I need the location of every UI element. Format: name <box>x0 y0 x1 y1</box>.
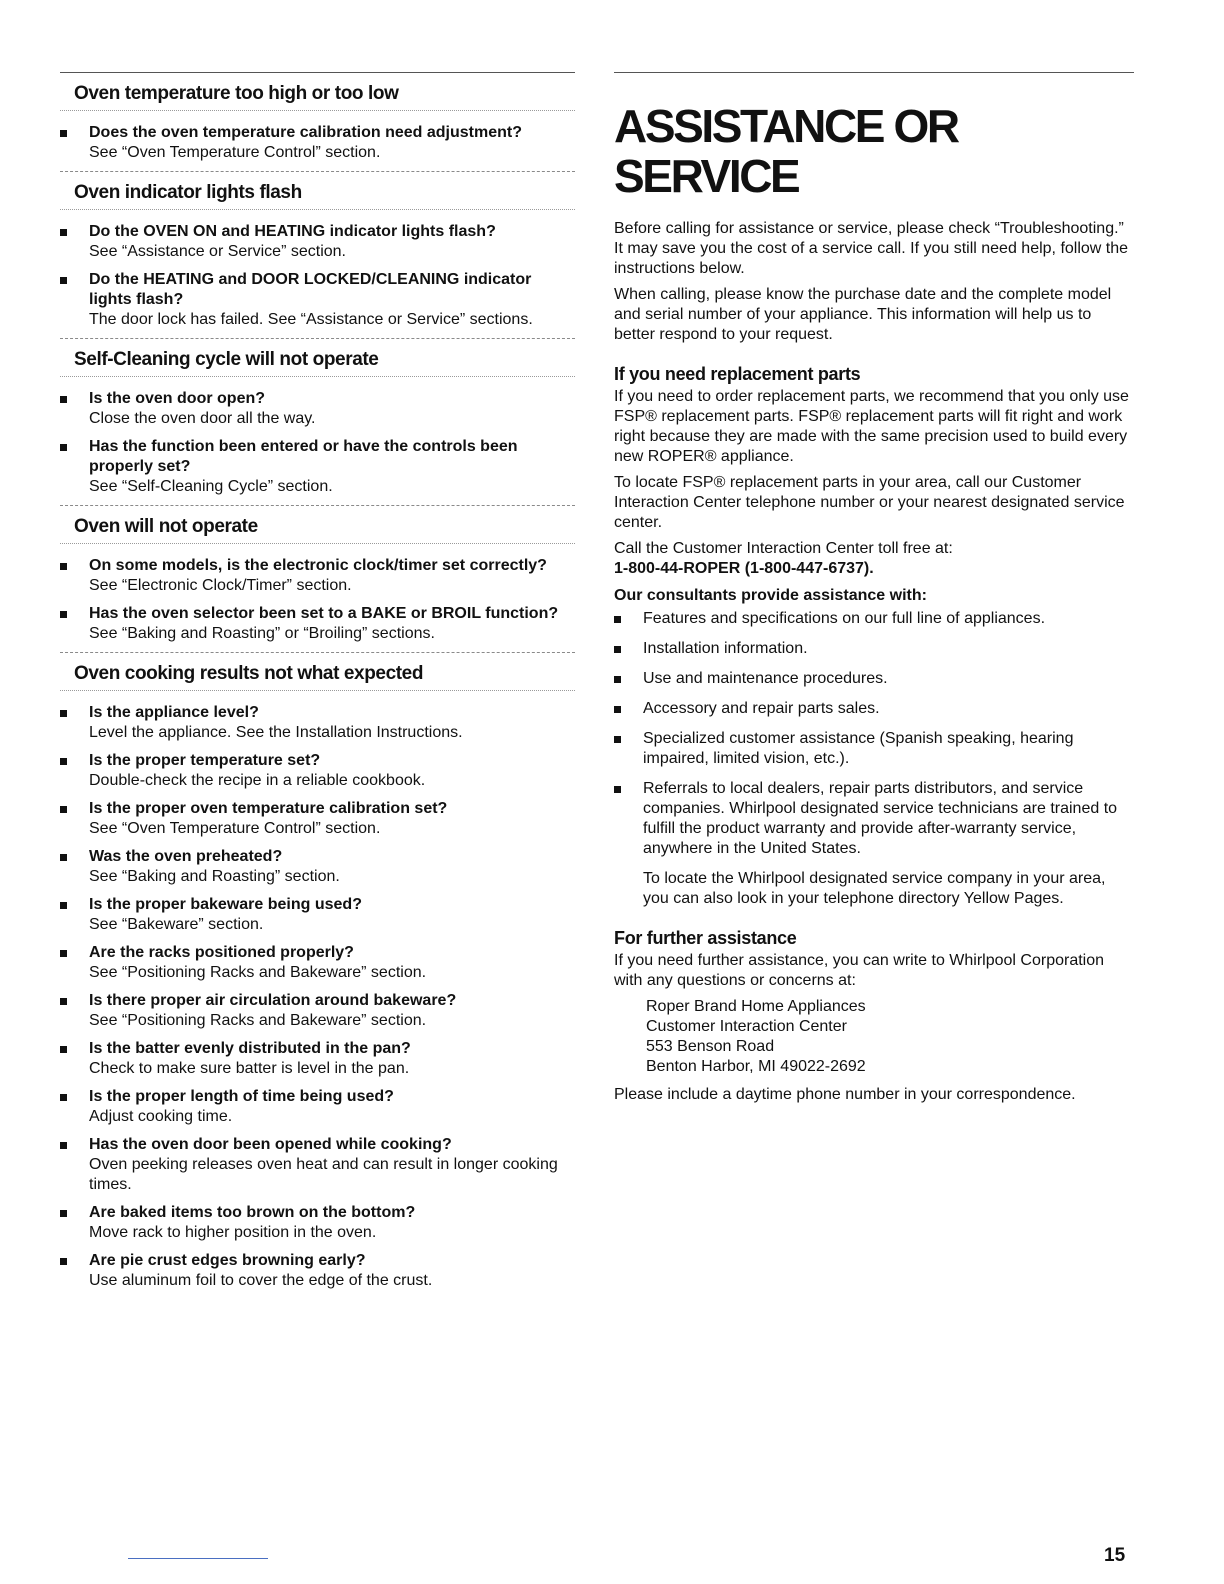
square-bullet-icon <box>60 710 67 717</box>
square-bullet-icon <box>60 950 67 957</box>
troubleshooting-column <box>60 72 575 1299</box>
footer-rule <box>128 1558 268 1559</box>
question: Is the batter evenly distributed in the pan? <box>89 1040 411 1057</box>
square-bullet-icon <box>60 758 67 765</box>
address-line: Roper Brand Home Appliances <box>646 998 866 1015</box>
list-item <box>614 779 1134 859</box>
square-bullet-icon <box>60 998 67 1005</box>
replacement-parts-paragraph: If you need to order replacement parts, we recommend that you only use FSP® replacement parts. FSP® replacement parts will fit right and work right because they are made with the same precision used to build every new ROPER® appliance. <box>614 388 1129 465</box>
list-item <box>60 1203 575 1243</box>
answer: See “Oven Temperature Control” section. <box>89 144 381 161</box>
question: Has the function been entered or have the controls been properly set? <box>89 438 518 475</box>
section-rule <box>60 72 575 73</box>
answer: See “Positioning Racks and Bakeware” section. <box>89 964 427 981</box>
square-bullet-icon <box>60 1142 67 1149</box>
section-rule <box>60 110 575 111</box>
answer: Check to make sure batter is level in the pan. <box>89 1060 410 1077</box>
assistance-column <box>614 72 1134 1111</box>
list-item <box>60 1135 575 1195</box>
page-number: 15 <box>1104 1545 1126 1566</box>
question: Are the racks positioned properly? <box>89 944 354 961</box>
answer: Level the appliance. See the Installation Instructions. <box>89 724 463 741</box>
address-line: Customer Interaction Center <box>646 1018 847 1035</box>
list-item-text: Installation information. <box>643 640 808 657</box>
list-item-text: Features and specifications on our full line of appliances. <box>643 610 1046 627</box>
answer: Move rack to higher position in the oven. <box>89 1224 377 1241</box>
question: Do the HEATING and DOOR LOCKED/CLEANING indicator lights flash? <box>89 271 532 308</box>
square-bullet-icon <box>60 1094 67 1101</box>
square-bullet-icon <box>60 806 67 813</box>
section-rule <box>60 376 575 377</box>
answer: Double-check the recipe in a reliable cookbook. <box>89 772 426 789</box>
section-rule <box>60 338 575 339</box>
question: Is the proper oven temperature calibration set? <box>89 800 448 817</box>
section-title: Oven temperature too high or too low <box>74 83 399 104</box>
question: Is the proper bakeware being used? <box>89 896 362 913</box>
question: Has the oven selector been set to a BAKE or BROIL function? <box>89 605 559 622</box>
address-line: Benton Harbor, MI 49022-2692 <box>646 1058 866 1075</box>
list-item <box>60 556 575 596</box>
section-oven-not-operate <box>60 505 575 644</box>
phone-number: 1-800-44-ROPER (1-800-447-6737). <box>614 560 874 577</box>
answer: See “Baking and Roasting” or “Broiling” sections. <box>89 625 435 642</box>
answer: See “Electronic Clock/Timer” section. <box>89 577 352 594</box>
further-assistance-heading: For further assistance <box>614 928 797 948</box>
answer: Use aluminum foil to cover the edge of the crust. <box>89 1272 433 1289</box>
list-item <box>60 943 575 983</box>
square-bullet-icon <box>60 229 67 236</box>
list-item <box>60 751 575 791</box>
answer: See “Bakeware” section. <box>89 916 264 933</box>
square-bullet-icon <box>60 563 67 570</box>
question: Was the oven preheated? <box>89 848 283 865</box>
call-text: Call the Customer Interaction Center toll free at: <box>614 540 953 557</box>
square-bullet-icon <box>614 616 621 623</box>
list-item <box>60 1039 575 1079</box>
list-item <box>60 799 575 839</box>
section-cooking-results <box>60 652 575 1291</box>
section-indicator-lights-flash <box>60 171 575 330</box>
square-bullet-icon <box>60 611 67 618</box>
square-bullet-icon <box>60 1046 67 1053</box>
list-item <box>60 991 575 1031</box>
section-title: Oven indicator lights flash <box>74 182 302 203</box>
answer: The door lock has failed. See “Assistance or Service” sections. <box>89 311 533 328</box>
section-rule <box>60 505 575 506</box>
replacement-parts-paragraph: To locate FSP® replacement parts in your area, call our Customer Interaction Center telephone number or your nearest designated service center. <box>614 474 1125 531</box>
answer: See “Self-Cleaning Cycle” section. <box>89 478 333 495</box>
mailing-address <box>614 997 1134 1077</box>
replacement-parts-heading: If you need replacement parts <box>614 364 861 384</box>
list-item-text: Referrals to local dealers, repair parts distributors, and service companies. Whirlpool designated service technicians are trained to fulfill the product warranty and provide after-warranty service, anywhere in the United States. <box>643 780 1118 857</box>
section-temp-too-high-low <box>60 72 575 163</box>
list-item <box>60 222 575 262</box>
section-rule <box>60 209 575 210</box>
question: On some models, is the electronic clock/timer set correctly? <box>89 557 547 574</box>
section-title: Oven cooking results not what expected <box>74 663 424 684</box>
section-rule <box>60 543 575 544</box>
question: Do the OVEN ON and HEATING indicator lights flash? <box>89 223 496 240</box>
answer: See “Baking and Roasting” section. <box>89 868 340 885</box>
section-rule <box>60 171 575 172</box>
question: Is there proper air circulation around bakeware? <box>89 992 457 1009</box>
intro-paragraph: Before calling for assistance or service, please check “Troubleshooting.” It may save you the cost of a service call. If you still need help, follow the instructions below. <box>614 220 1129 277</box>
answer: See “Assistance or Service” section. <box>89 243 346 260</box>
answer: Adjust cooking time. <box>89 1108 233 1125</box>
further-assistance-paragraph: If you need further assistance, you can write to Whirlpool Corporation with any questions or concerns at: <box>614 952 1105 989</box>
section-title: Self-Cleaning cycle will not operate <box>74 349 379 370</box>
section-rule <box>60 690 575 691</box>
list-item <box>60 389 575 429</box>
square-bullet-icon <box>60 1210 67 1217</box>
closing-paragraph: Please include a daytime phone number in your correspondence. <box>614 1086 1076 1103</box>
answer: Oven peeking releases oven heat and can result in longer cooking times. <box>89 1156 558 1193</box>
list-item <box>60 895 575 935</box>
list-item <box>614 639 1134 659</box>
list-item-text: Accessory and repair parts sales. <box>643 700 880 717</box>
square-bullet-icon <box>60 854 67 861</box>
square-bullet-icon <box>60 902 67 909</box>
page-title: ASSISTANCE OR SERVICE <box>614 100 958 202</box>
intro-paragraph: When calling, please know the purchase date and the complete model and serial number of your appliance. This information will help us to better respond to your request. <box>614 286 1112 343</box>
square-bullet-icon <box>60 130 67 137</box>
question: Is the proper temperature set? <box>89 752 321 769</box>
section-rule <box>614 72 1134 73</box>
square-bullet-icon <box>614 786 621 793</box>
question: Is the appliance level? <box>89 704 259 721</box>
address-line: 553 Benson Road <box>646 1038 775 1055</box>
answer: See “Positioning Racks and Bakeware” section. <box>89 1012 427 1029</box>
list-item <box>614 669 1134 689</box>
square-bullet-icon <box>60 1258 67 1265</box>
question: Has the oven door been opened while cooking? <box>89 1136 452 1153</box>
question: Are baked items too brown on the bottom? <box>89 1204 416 1221</box>
list-item <box>614 609 1134 629</box>
locate-paragraph: To locate the Whirlpool designated service company in your area, you can also look in your telephone directory Yellow Pages. <box>643 870 1106 907</box>
square-bullet-icon <box>614 736 621 743</box>
square-bullet-icon <box>60 277 67 284</box>
question: Is the proper length of time being used? <box>89 1088 394 1105</box>
square-bullet-icon <box>60 444 67 451</box>
list-item <box>60 604 575 644</box>
list-item <box>60 437 575 497</box>
square-bullet-icon <box>614 676 621 683</box>
square-bullet-icon <box>614 706 621 713</box>
list-item <box>60 123 575 163</box>
list-item <box>614 729 1134 769</box>
question: Are pie crust edges browning early? <box>89 1252 366 1269</box>
answer: See “Oven Temperature Control” section. <box>89 820 381 837</box>
question: Is the oven door open? <box>89 390 266 407</box>
list-item <box>60 270 575 330</box>
list-item <box>60 1087 575 1127</box>
section-self-cleaning <box>60 338 575 497</box>
question: Does the oven temperature calibration need adjustment? <box>89 124 522 141</box>
square-bullet-icon <box>60 396 67 403</box>
consultants-heading: Our consultants provide assistance with: <box>614 587 927 604</box>
list-item-text: Specialized customer assistance (Spanish speaking, hearing impaired, limited vision, etc.). <box>643 730 1074 767</box>
list-item-text: Use and maintenance procedures. <box>643 670 888 687</box>
list-item <box>60 703 575 743</box>
section-rule <box>60 652 575 653</box>
call-paragraph <box>614 539 1134 579</box>
list-item <box>60 1251 575 1291</box>
list-item <box>60 847 575 887</box>
answer: Close the oven door all the way. <box>89 410 316 427</box>
square-bullet-icon <box>614 646 621 653</box>
list-item <box>614 699 1134 719</box>
section-title: Oven will not operate <box>74 516 258 537</box>
